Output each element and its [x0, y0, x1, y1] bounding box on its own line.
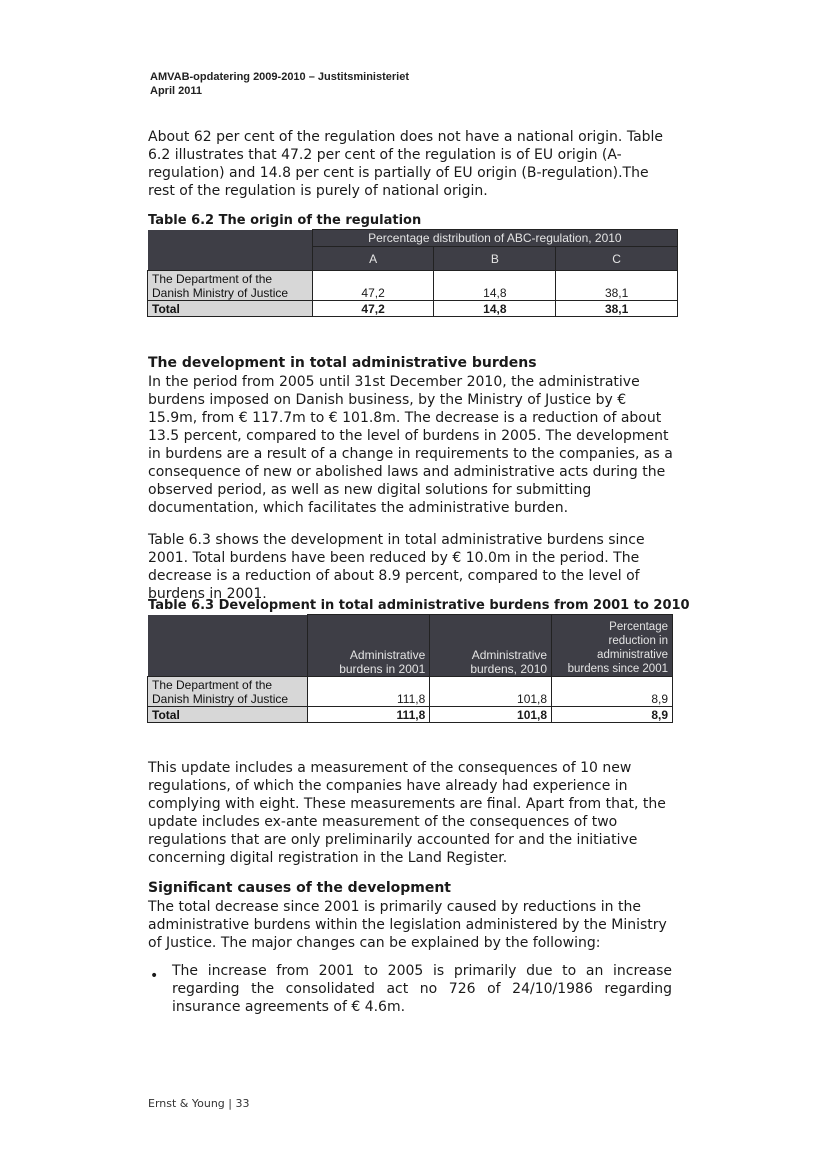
document-header	[150, 70, 409, 98]
column-header	[552, 615, 673, 677]
table-cell: 38,1	[556, 301, 678, 317]
column-header-line: burdens in 2001	[339, 662, 426, 676]
table-6-3	[147, 614, 673, 723]
table-cell: 101,8	[430, 707, 552, 723]
section-heading: Significant causes of the development	[148, 880, 452, 896]
table-cell: 8,9	[552, 677, 673, 707]
table-cell: 38,1	[556, 271, 678, 301]
row-label	[148, 677, 308, 707]
row-label-line: The Department of the	[152, 271, 273, 286]
table-total-row	[148, 301, 678, 317]
table-cell: 47,2	[312, 271, 434, 301]
column-header	[430, 615, 552, 677]
table-cell: 14,8	[434, 301, 556, 317]
column-header-line: Percentage	[609, 621, 668, 633]
page-footer: Ernst & Young | 33	[148, 1097, 250, 1110]
table-cell: 111,8	[308, 707, 430, 723]
table-header-row	[148, 230, 678, 247]
column-header-line: burdens, 2010	[470, 662, 548, 676]
update-paragraph: This update includes a measurement of the consequences of 10 new regulations, of which the companies have already had experience in complying with eight. These measurements are final. Apart from that, the update includes ex-ante measurement of the consequences of two regulations that are only preliminarily accounted for and the initiative concerning digital registration in the Land Register.	[148, 760, 666, 866]
column-header	[308, 615, 430, 677]
table-cell: 47,2	[312, 301, 434, 317]
causes-paragraph: The total decrease since 2001 is primarily caused by reductions in the administrative burdens within the legislation administered by the Ministry of Justice. The major changes can be explained by the following:	[148, 899, 667, 951]
row-label-line: Danish Ministry of Justice	[152, 285, 289, 300]
table-cell: 14,8	[434, 271, 556, 301]
column-header-line: reduction in	[608, 635, 668, 647]
table-6-3-caption: Table 6.3 Development in total administrative burdens from 2001 to 2010	[148, 598, 690, 613]
column-header: C	[556, 247, 678, 271]
table-cell: 101,8	[430, 677, 552, 707]
group-header: Percentage distribution of ABC-regulation, 2010	[312, 230, 677, 247]
table-cell: 111,8	[308, 677, 430, 707]
bullet-item: The increase from 2001 to 2005 is primarily due to an increase regarding the consolidated act no 726 of 24/10/1986 regarding insurance agreements of € 4.6m.	[172, 963, 672, 1015]
row-label-line: The Department of the	[152, 677, 273, 692]
column-header-row	[148, 615, 673, 677]
table-total-row	[148, 707, 673, 723]
row-label: Total	[148, 301, 313, 317]
table-intro-paragraph: Table 6.3 shows the development in total administrative burdens since 2001. Total burdens have been reduced by € 10.0m in the period. The decrease is a reduction of about 8.9 percent, compared to the level of burdens in 2001.	[148, 532, 645, 602]
row-label-line: Danish Ministry of Justice	[152, 691, 289, 706]
column-header: A	[312, 247, 434, 271]
column-header: B	[434, 247, 556, 271]
row-label: Total	[148, 707, 308, 723]
column-header-line: burdens since 2001	[567, 663, 668, 675]
column-header-line: Administrative	[349, 648, 426, 662]
table-cell: 8,9	[552, 707, 673, 723]
table-row	[148, 677, 673, 707]
header-title: AMVAB-opdatering 2009-2010 – Justitsministeriet	[150, 71, 409, 83]
column-header-line: Administrative	[471, 648, 548, 662]
bullet-icon: •	[150, 968, 159, 984]
section-heading: The development in total administrative burdens	[148, 355, 537, 371]
table-corner	[148, 230, 313, 271]
intro-paragraph: About 62 per cent of the regulation does not have a national origin. Table 6.2 illustrates that 47.2 per cent of the regulation is of EU origin (A-regulation) and 14.8 per cent is partially of EU origin (B-regulation).The rest of the regulation is purely of national origin.	[148, 129, 664, 199]
table-row	[148, 271, 678, 301]
header-date: April 2011	[150, 85, 202, 97]
row-label	[148, 271, 313, 301]
table-6-2	[147, 229, 678, 317]
table-6-2-caption: Table 6.2 The origin of the regulation	[148, 213, 422, 228]
table-corner	[148, 615, 308, 677]
development-paragraph: In the period from 2005 until 31st December 2010, the administrative burdens imposed on Danish business, by the Ministry of Justice by € 15.9m, from € 117.7m to € 101.8m. The decrease is a reduction of about 13.5 percent, compared to the level of burdens in 2005. The development in burdens are a result of a change in requirements to the companies, as a consequence of new or abolished laws and administrative acts during the observed period, as well as new digital solutions for submitting documentation, which facilitates the administrative burden.	[148, 374, 673, 516]
column-header-line: administrative	[597, 649, 668, 661]
